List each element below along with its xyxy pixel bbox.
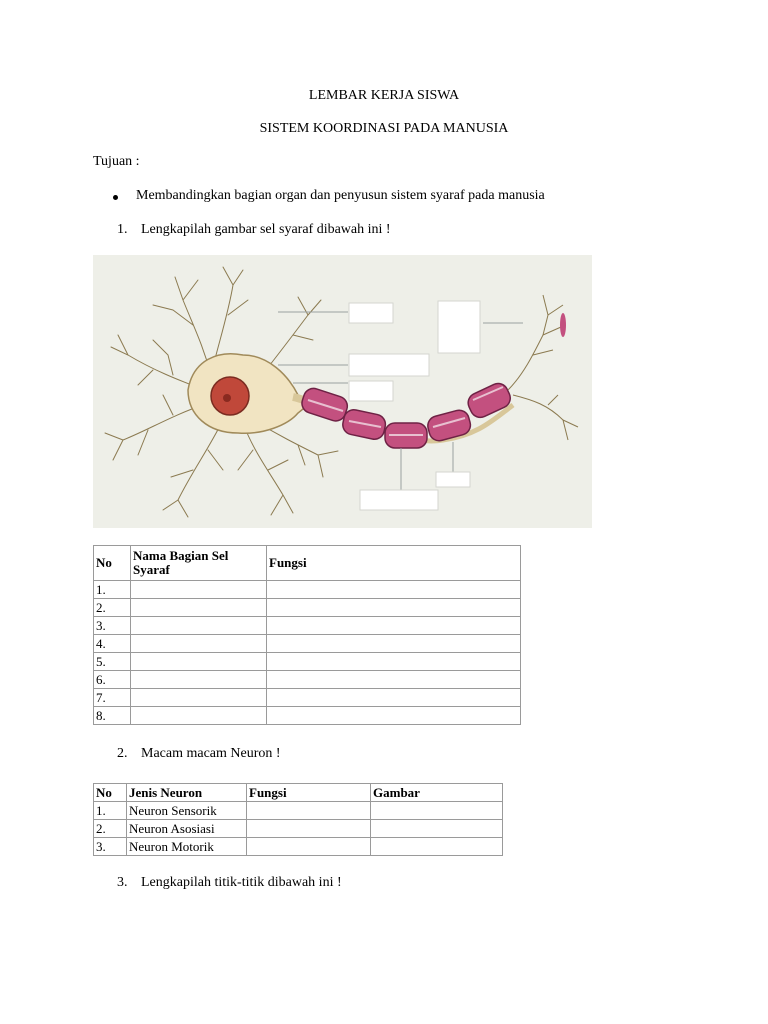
table-row [94,599,521,617]
row-number: 5. [94,653,131,671]
label-blank-5 [360,490,438,510]
column-header-part-name: Nama Bagian Sel Syaraf [131,546,267,581]
answer-cell[interactable] [131,599,267,617]
answer-cell[interactable] [131,671,267,689]
table-row [94,707,521,725]
table-header-row [94,546,521,581]
worksheet-subtitle: SISTEM KOORDINASI PADA MANUSIA [259,121,509,136]
answer-cell[interactable] [371,838,503,856]
row-number: 6. [94,671,131,689]
row-number: 4. [94,635,131,653]
neuron-figure [93,255,592,528]
table-row [94,671,521,689]
answer-cell[interactable] [131,653,267,671]
question-number: 3. [117,875,128,890]
table-row [94,653,521,671]
row-number: 1. [94,802,127,820]
neuron-illustration [93,255,592,528]
row-number: 8. [94,707,131,725]
table-row [94,689,521,707]
row-number: 2. [94,820,127,838]
column-header-no: No [94,546,131,581]
answer-cell[interactable] [267,635,521,653]
column-header-neuron-type: Jenis Neuron [127,784,247,802]
answer-cell[interactable] [267,617,521,635]
answer-cell[interactable] [267,671,521,689]
neuron-types-table [93,783,503,856]
answer-cell[interactable] [247,838,371,856]
question-2 [117,746,281,762]
table-row [94,820,503,838]
neuron-type-name: Neuron Sensorik [127,802,247,820]
answer-cell[interactable] [267,689,521,707]
label-blank-2 [438,301,480,353]
objective-text: Membandingkan bagian organ dan penyusun sistem syaraf pada manusia [136,188,545,203]
question-text: Macam macam Neuron ! [141,746,281,761]
row-number: 1. [94,581,131,599]
label-blank-6 [436,472,470,487]
worksheet-title: LEMBAR KERJA SISWA [308,88,460,103]
answer-cell[interactable] [267,707,521,725]
question-1 [117,222,391,238]
answer-cell[interactable] [131,689,267,707]
answer-cell[interactable] [247,820,371,838]
label-blank-1 [349,303,393,323]
nerve-cell-parts-table [93,545,521,725]
answer-cell[interactable] [131,617,267,635]
table-row [94,581,521,599]
label-blank-4 [349,381,393,401]
answer-cell[interactable] [267,599,521,617]
neuron-type-name: Neuron Motorik [127,838,247,856]
answer-cell[interactable] [371,820,503,838]
answer-cell[interactable] [131,635,267,653]
table-row [94,617,521,635]
answer-cell[interactable] [371,802,503,820]
question-3 [117,875,342,891]
table-row [94,802,503,820]
neuron-type-name: Neuron Asosiasi [127,820,247,838]
column-header-function: Fungsi [267,546,521,581]
table-header-row [94,784,503,802]
column-header-no: No [94,784,127,802]
column-header-image: Gambar [371,784,503,802]
row-number: 3. [94,617,131,635]
objective-label: Tujuan : [93,154,140,169]
table-row [94,838,503,856]
column-header-function: Fungsi [247,784,371,802]
answer-cell[interactable] [267,653,521,671]
table-row [94,635,521,653]
answer-cell[interactable] [267,581,521,599]
question-text: Lengkapilah gambar sel syaraf dibawah ini ! [141,222,391,237]
row-number: 7. [94,689,131,707]
label-blank-3 [349,354,429,376]
answer-cell[interactable] [131,707,267,725]
row-number: 2. [94,599,131,617]
answer-cell[interactable] [131,581,267,599]
bullet-icon [113,195,118,200]
answer-cell[interactable] [247,802,371,820]
question-number: 2. [117,746,128,761]
row-number: 3. [94,838,127,856]
question-number: 1. [117,222,128,237]
objective-bullet [113,188,545,204]
question-text: Lengkapilah titik-titik dibawah ini ! [141,875,342,890]
